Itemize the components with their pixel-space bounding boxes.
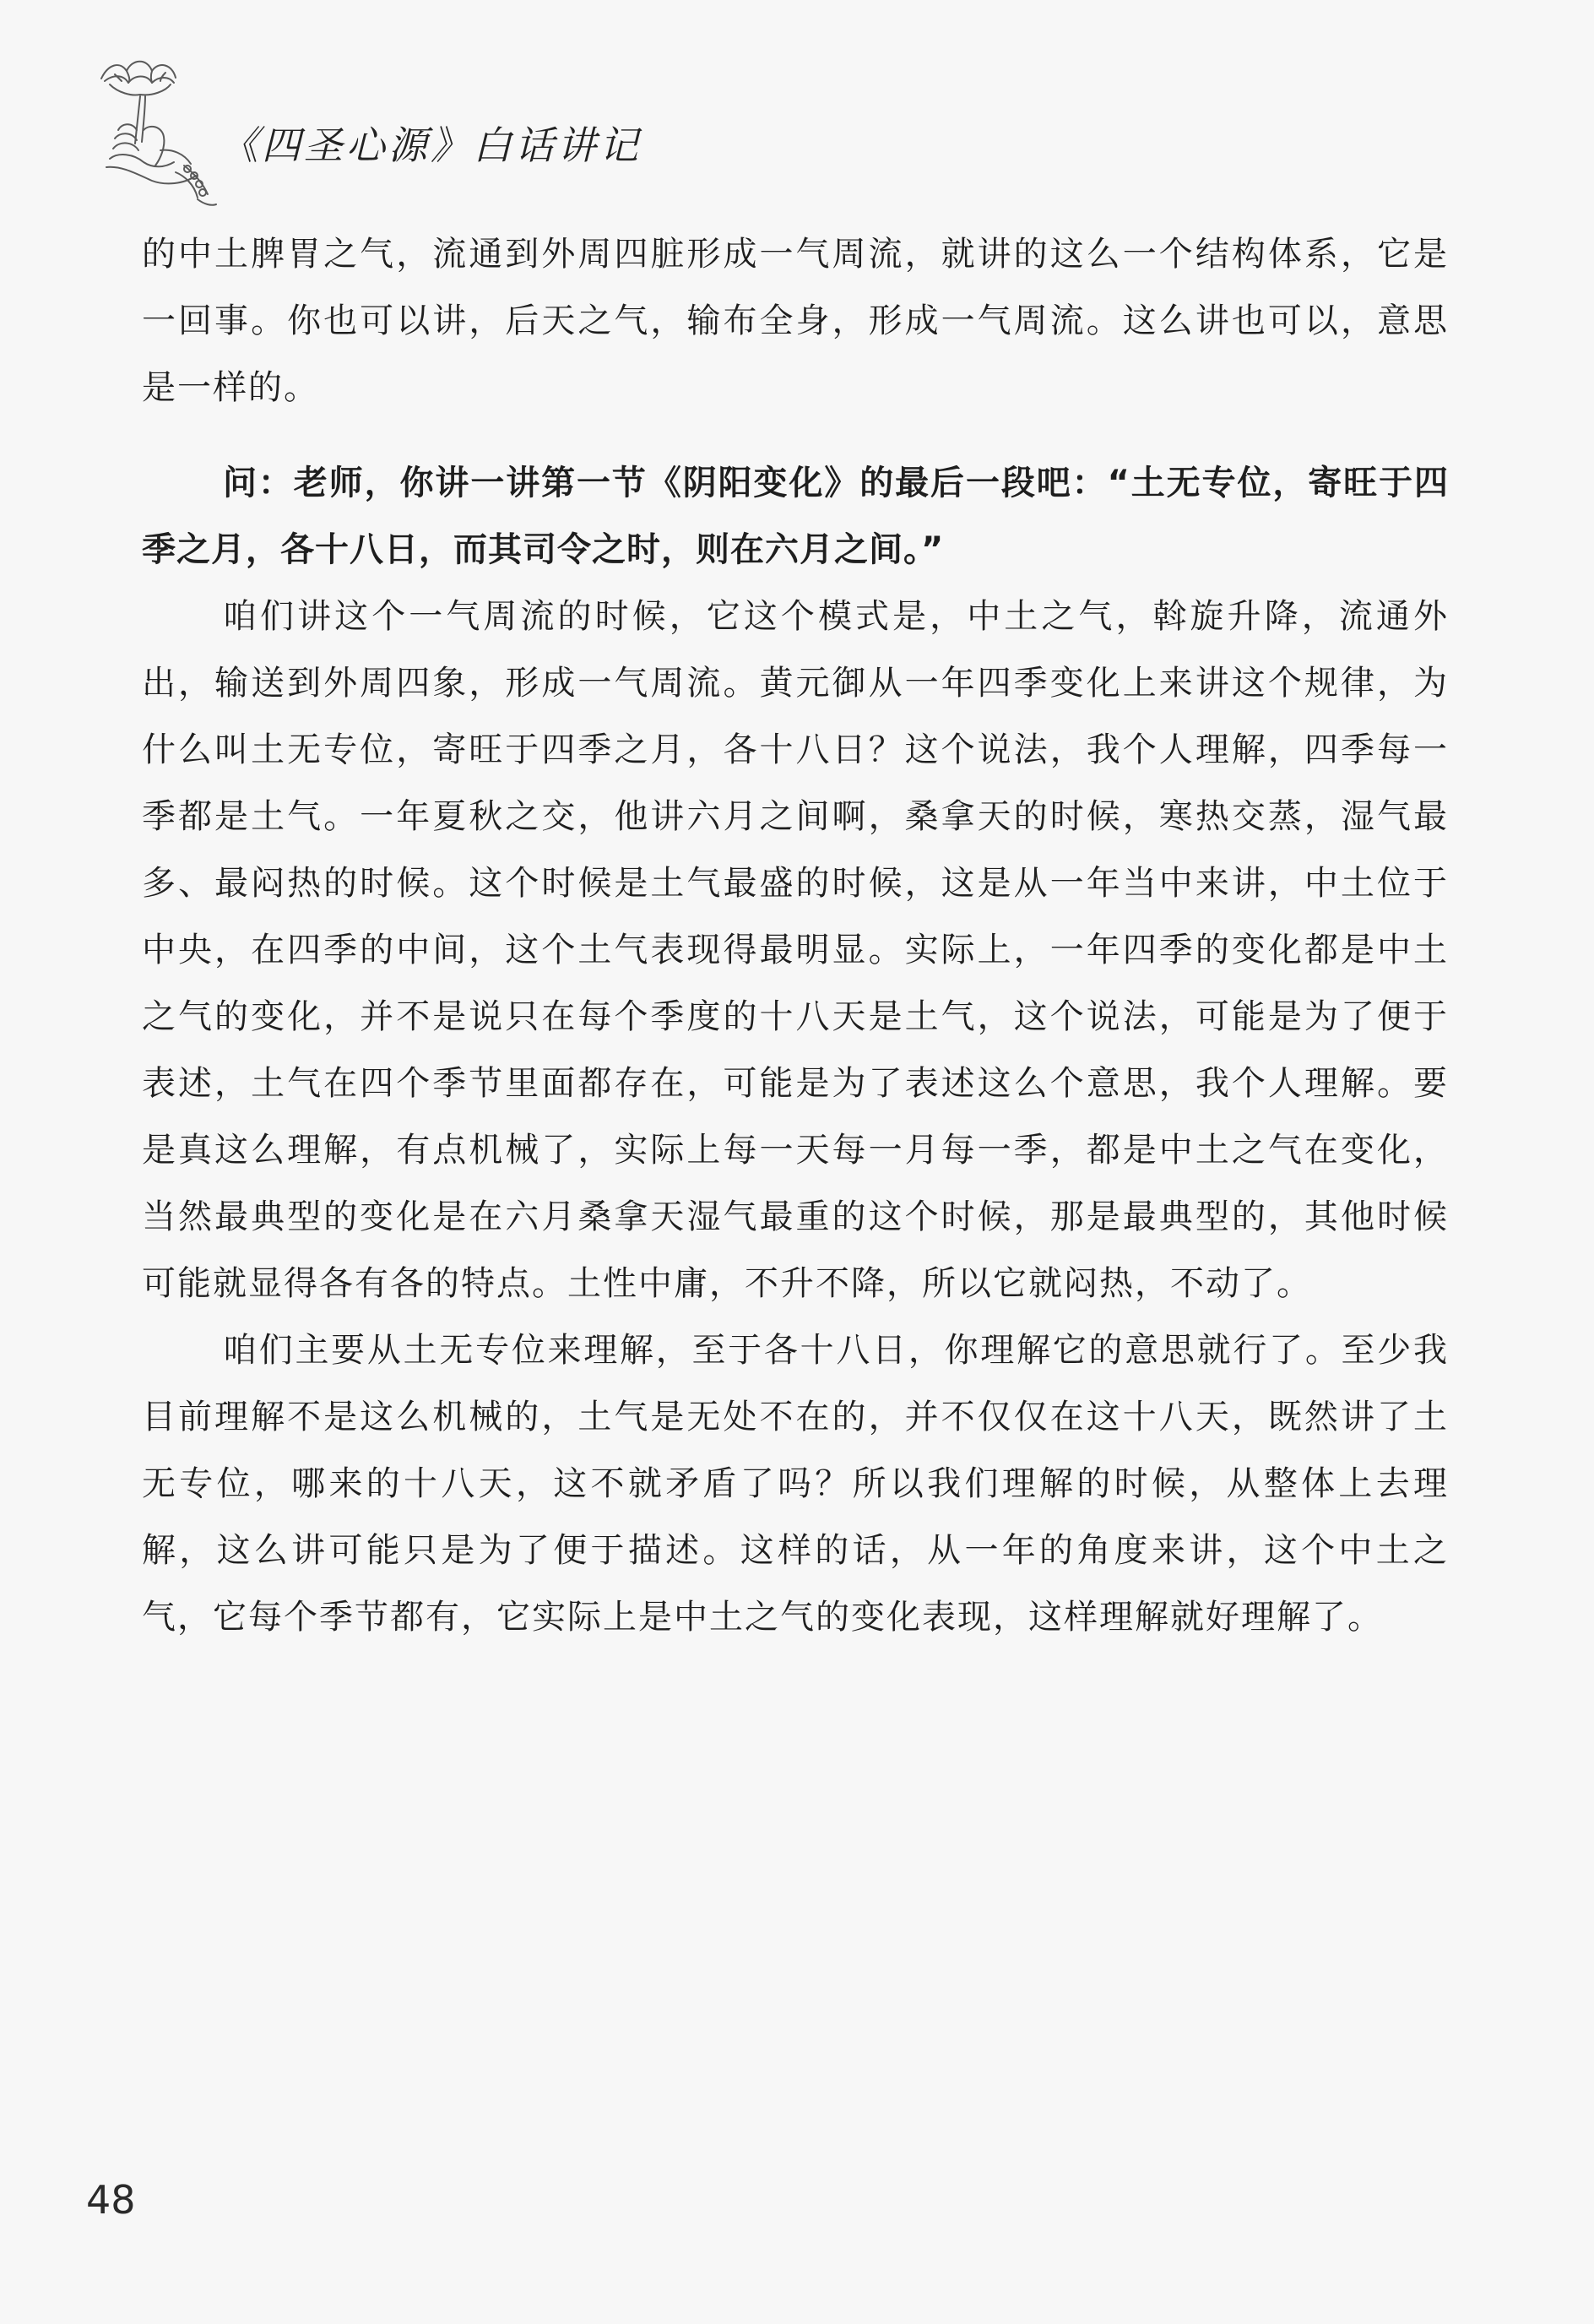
page-body <box>142 221 1449 1651</box>
running-header <box>84 49 760 209</box>
answer-paragraph: 咱们讲这个一气周流的时候，它这个模式是，中土之气，斡旋升降，流通外出，输送到外周四象，形成一气周流。黄元御从一年四季变化上来讲这个规律，为什么叫土无专位，寄旺于四季之月，各十八日？这个说法，我个人理解，四季每一季都是土气。一年夏秋之交，他讲六月之间啊，桑拿天的时候，寒热交蒸，湿气最多、最闷热的时候。这个时候是土气最盛的时候，这是从一年当中来讲，中土位于中央，在四季的中间，这个土气表现得最明显。实际上，一年四季的变化都是中土之气的变化，并不是说只在每个季度的十八天是土气，这个说法，可能是为了便于表述，土气在四个季节里面都存在，可能是为了表述这么个意思，我个人理解。要是真这么理解，有点机械了，实际上每一天每一月每一季，都是中土之气在变化，当然最典型的变化是在六月桑拿天湿气最重的这个时候，那是最典型的，其他时候可能就显得各有各的特点。土性中庸，不升不降，所以它就闷热，不动了。 <box>142 597 1449 1303</box>
lotus-hand-icon <box>84 49 220 209</box>
page-number: 48 <box>86 2177 136 2223</box>
paragraph-continued: 的中土脾胃之气，流通到外周四脏形成一气周流，就讲的这么一个结构体系，它是一回事。你也可以讲，后天之气，输布全身，形成一气周流。这么讲也可以，意思是一样的。 <box>142 235 1449 407</box>
question-paragraph: 问：老师，你讲一讲第一节《阴阳变化》的最后一段吧：“土无专位，寄旺于四季之月，各十八日，而其司令之时，则在六月之间。” <box>142 464 1449 569</box>
book-title: 《四圣心源》白话讲记 <box>220 122 642 168</box>
answer-paragraph-2: 咱们主要从土无专位来理解，至于各十八日，你理解它的意思就行了。至少我目前理解不是这么机械的，土气是无处不在的，并不仅仅在这十八天，既然讲了土无专位，哪来的十八天，这不就矛盾了吗？所以我们理解的时候，从整体上去理解，这么讲可能只是为了便于描述。这样的话，从一年的角度来讲，这个中土之气，它每个季节都有，它实际上是中土之气的变化表现，这样理解就好理解了。 <box>142 1331 1449 1637</box>
